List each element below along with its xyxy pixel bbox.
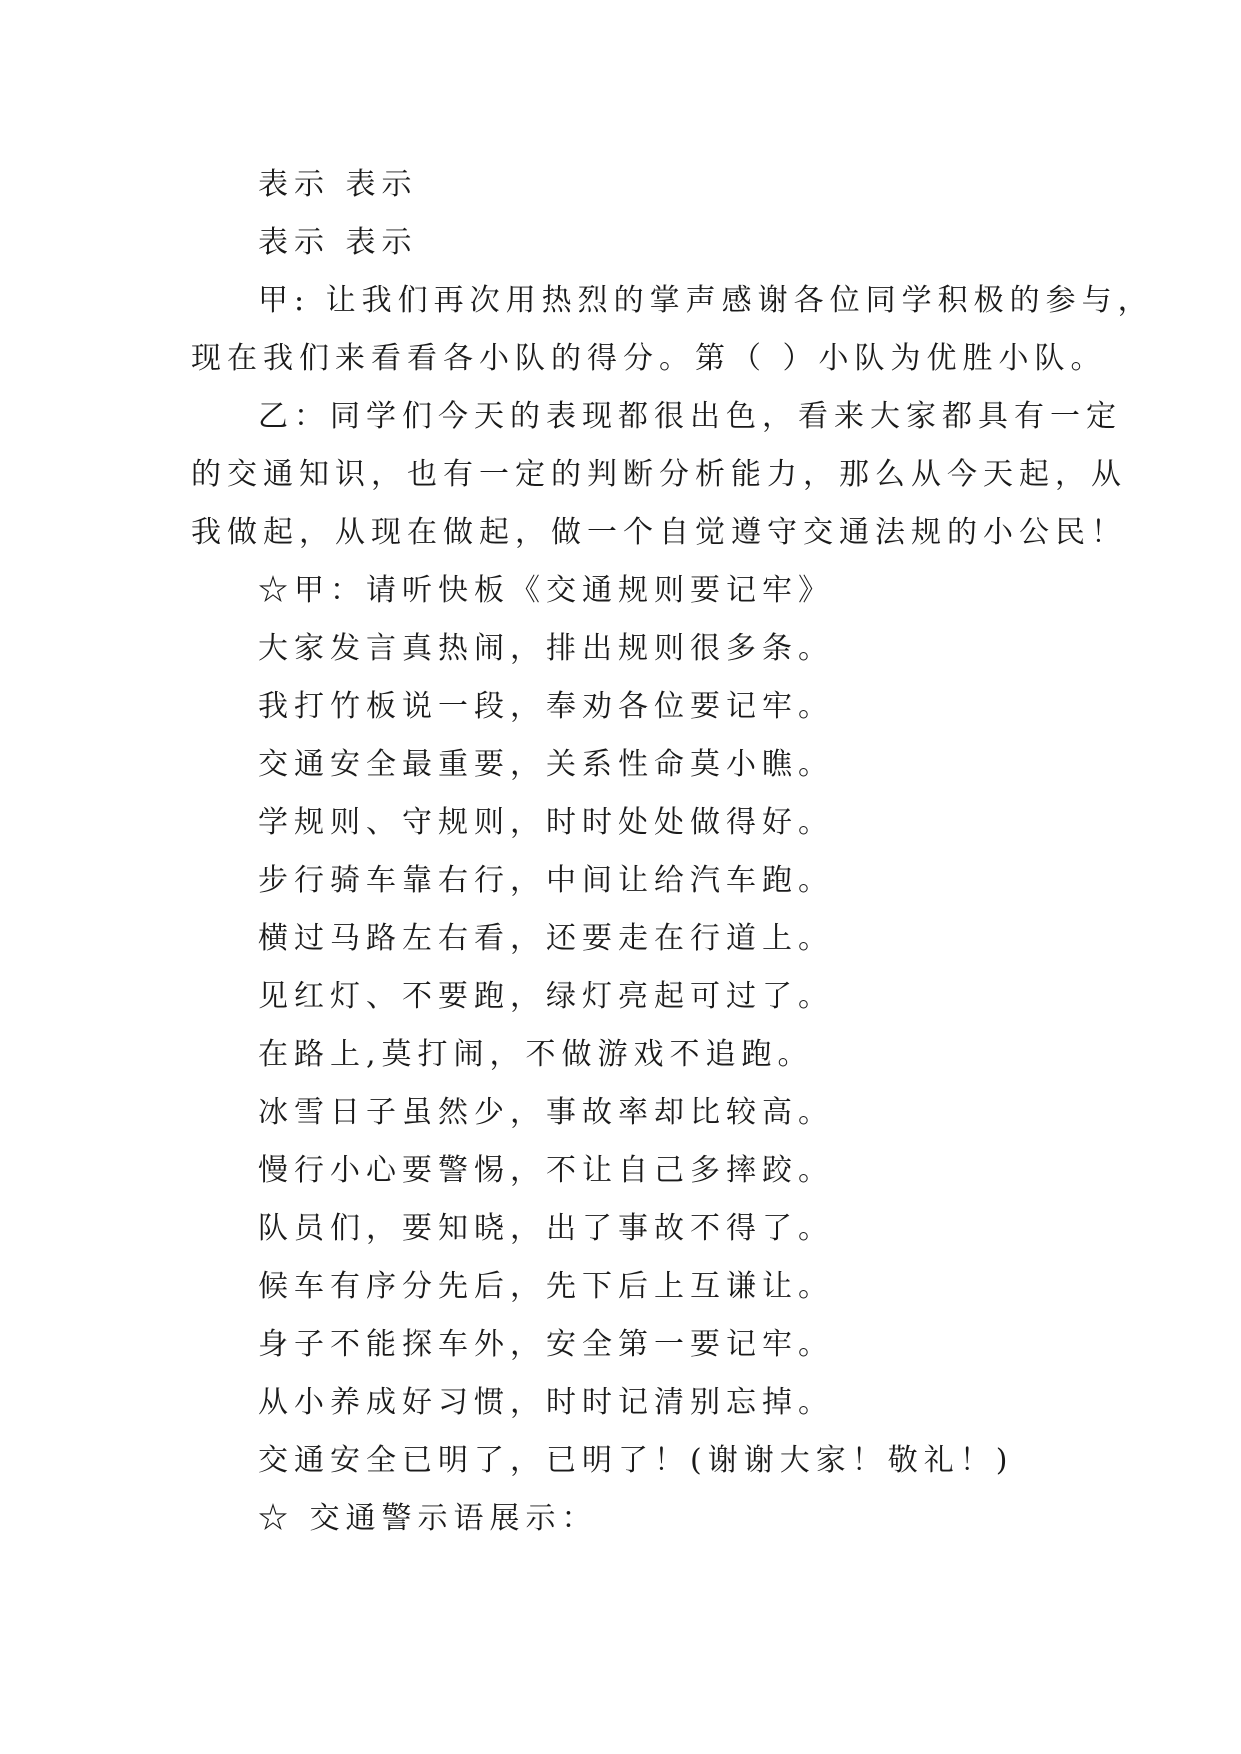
text-line-24: ☆ 交通警示语展示： bbox=[258, 1501, 598, 1536]
text-line-9: 大家发言真热闹，排出规则很多条。 bbox=[258, 631, 834, 666]
text-line-21: 身子不能探车外，安全第一要记牢。 bbox=[258, 1327, 834, 1362]
text-line-6: 的交通知识，也有一定的判断分析能力，那么从今天起，从 bbox=[191, 457, 1127, 492]
text-line-2: 表示 表示 bbox=[258, 225, 418, 260]
text-line-5: 乙：同学们今天的表现都很出色，看来大家都具有一定 bbox=[258, 399, 1122, 434]
text-line-10: 我打竹板说一段，奉劝各位要记牢。 bbox=[258, 689, 834, 724]
text-line-14: 横过马路左右看，还要走在行道上。 bbox=[258, 921, 834, 956]
text-line-13: 步行骑车靠右行，中间让给汽车跑。 bbox=[258, 863, 834, 898]
text-line-12: 学规则、守规则，时时处处做得好。 bbox=[258, 805, 834, 840]
text-line-16: 在路上,莫打闹，不做游戏不追跑。 bbox=[258, 1037, 814, 1072]
text-line-20: 候车有序分先后，先下后上互谦让。 bbox=[258, 1269, 834, 1304]
text-line-22: 从小养成好习惯，时时记清别忘掉。 bbox=[258, 1385, 834, 1420]
text-line-19: 队员们，要知晓，出了事故不得了。 bbox=[258, 1211, 834, 1246]
text-line-11: 交通安全最重要，关系性命莫小瞧。 bbox=[258, 747, 834, 782]
text-line-23: 交通安全已明了，已明了！(谢谢大家！敬礼！) bbox=[258, 1443, 1014, 1478]
text-line-3: 甲: 让我们再次用热烈的掌声感谢各位同学积极的参与， bbox=[258, 283, 1154, 318]
text-line-15: 见红灯、不要跑，绿灯亮起可过了。 bbox=[258, 979, 834, 1014]
text-line-18: 慢行小心要警惕，不让自己多摔跤。 bbox=[258, 1153, 834, 1188]
text-line-17: 冰雪日子虽然少，事故率却比较高。 bbox=[258, 1095, 834, 1130]
text-line-4: 现在我们来看看各小队的得分。第（ ）小队为优胜小队。 bbox=[191, 341, 1107, 376]
text-line-8: ☆甲：请听快板《交通规则要记牢》 bbox=[258, 573, 834, 608]
text-line-7: 我做起，从现在做起，做一个自觉遵守交通法规的小公民！ bbox=[191, 515, 1127, 550]
text-line-1: 表示 表示 bbox=[258, 167, 418, 202]
